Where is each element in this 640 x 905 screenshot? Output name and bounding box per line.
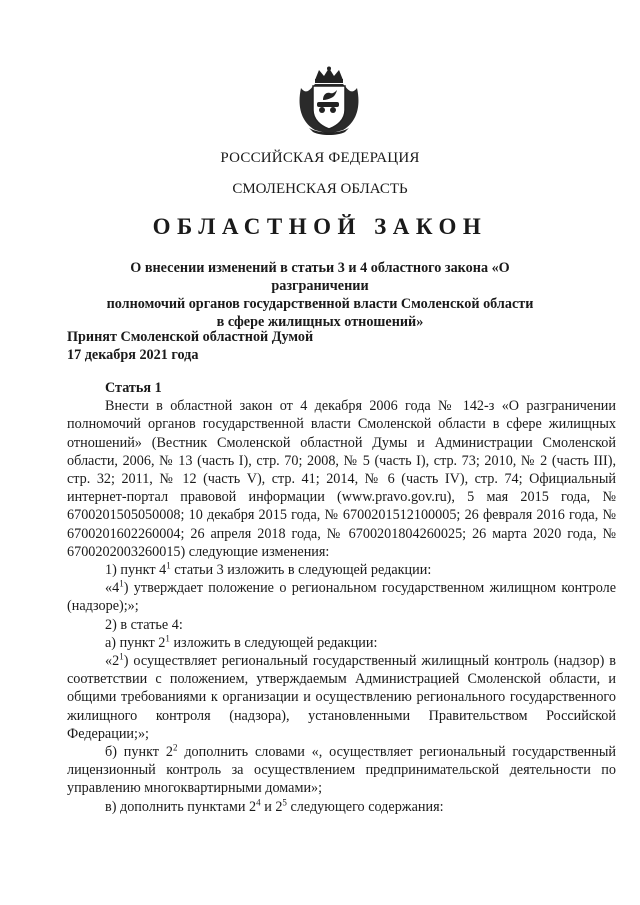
adopted-by: Принят Смоленской областной Думой xyxy=(67,329,314,345)
article-intro-paragraph: Внести в областной закон от 4 декабря 2006 года № 142-з «О разграничении полномочий органов государственной власти Смоленской области в сфере жилищных отношений» (Вестник Смоленской областной Думы и Администрации Смоленской области, 2006, № 13 (часть I), стр. 70; 2008, № 5 (часть I), стр. 73; 2010, № 2 (часть III), стр. 32; 2011, № 12 (часть V), стр. 41; 2014, № 6 (часть IV), стр. 74; Официальный интернет-портал правовой информации (www.pravo.gov.ru), 5 мая 2015 года, № 6700201505050008; 10 декабря 2015 года, № 6700201512100005; 26 февраля 2016 года, № 6700201602260004; 26 апреля 2018 года, № 6700201804260025; 26 марта 2020 года, № 6700202003260015) следующие изменения: xyxy=(67,398,616,560)
text-fragment: б) пункт 2 xyxy=(105,744,173,761)
smolensk-coat-of-arms-icon xyxy=(295,66,363,136)
adoption-info xyxy=(67,328,313,364)
subject-line: в сфере жилищных отношений» xyxy=(216,314,424,330)
document-type-title: ОБЛАСТНОЙ ЗАКОН xyxy=(152,214,488,239)
amendment-quote-4-1 xyxy=(67,579,616,615)
article-heading: Статья 1 xyxy=(105,380,162,396)
superscript: 1 xyxy=(165,633,170,644)
text-fragment: а) пункт 2 xyxy=(105,634,166,651)
superscript: 1 xyxy=(119,651,124,662)
amendment-item-2: 2) в статье 4: xyxy=(105,616,183,633)
superscript: 2 xyxy=(172,742,178,753)
amendment-quote-2-1 xyxy=(67,652,616,743)
superscript: 5 xyxy=(282,796,287,807)
amendment-subitem-c xyxy=(67,798,616,816)
text-fragment: ) утверждает положение о региональном государственном жилищном контроле (надзоре);»; xyxy=(67,580,616,615)
amendment-subitem-b xyxy=(67,743,616,798)
text-fragment: дополнить словами «, осуществляет региональный государственный лицензионный контроль за осуществлением предпринимательской деятельности по управлению многоквартирными домами»; xyxy=(67,744,616,797)
amendment-item-1 xyxy=(67,561,616,579)
adoption-date: 17 декабря 2021 года xyxy=(67,347,199,363)
text-fragment: «2 xyxy=(105,653,120,670)
text-fragment: изложить в следующей редакции: xyxy=(169,634,378,651)
superscript: 4 xyxy=(256,796,261,807)
subject-line: О внесении изменений в статьи 3 и 4 областного закона «О разграничении xyxy=(130,260,510,294)
superscript: 1 xyxy=(119,578,124,589)
country-name: РОССИЙСКАЯ ФЕДЕРАЦИЯ xyxy=(220,150,420,166)
text-fragment: и 2 xyxy=(260,798,283,815)
text-fragment: «4 xyxy=(105,580,120,597)
text-fragment: 1) пункт 4 xyxy=(105,562,167,579)
law-subject-title xyxy=(90,259,550,331)
amendment-subitem-a xyxy=(67,634,616,652)
article-body xyxy=(67,379,616,816)
text-fragment: статьи 3 изложить в следующей редакции: xyxy=(170,562,432,579)
text-fragment: ) осуществляет региональный государственный жилищный контроль (надзор) в соответствии с положением, утверждаемым Администрацией Смоленской области, и общими требованиями к организации и осуществлению регионального государственного жилищного контроля (надзора), установленными Правительством Российской Федерации;»; xyxy=(67,653,616,742)
subject-line: полномочий органов государственной власти Смоленской области xyxy=(106,296,534,312)
text-fragment: следующего содержания: xyxy=(286,798,444,815)
text-fragment: в) дополнить пунктами 2 xyxy=(105,798,257,815)
region-name: СМОЛЕНСКАЯ ОБЛАСТЬ xyxy=(232,181,408,197)
superscript: 1 xyxy=(166,560,171,571)
